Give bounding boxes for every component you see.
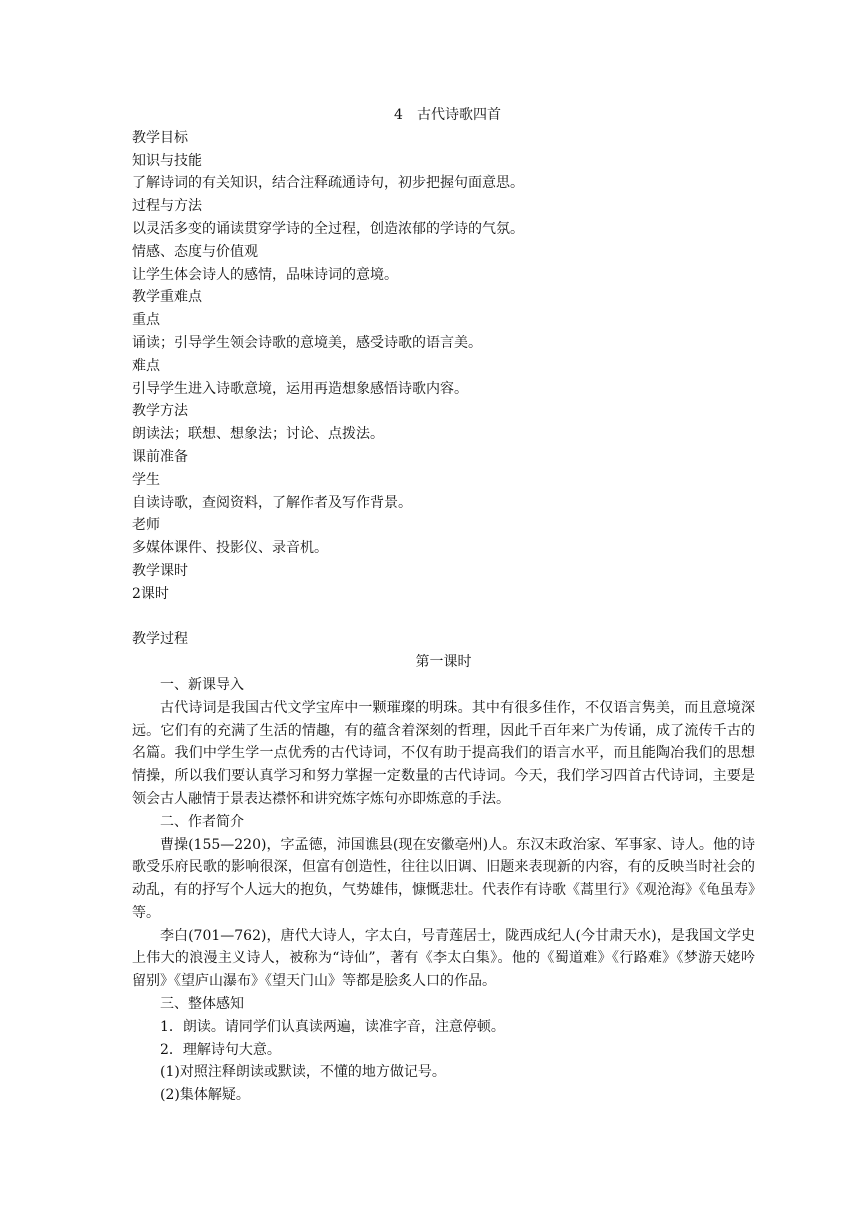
subheading-emotion-attitude: 情感、态度与价值观 xyxy=(132,243,258,260)
list-item: 1．朗读。请同学们认真读两遍，读准字音，注意停顿。 xyxy=(160,1018,505,1035)
text-teaching-method: 朗读法；联想、想象法；讨论、点拨法。 xyxy=(132,426,384,443)
subheading-key-point: 重点 xyxy=(132,312,160,329)
list-item: (2)集体解疑。 xyxy=(160,1087,250,1104)
subheading-teacher: 老师 xyxy=(132,517,160,534)
text-teacher: 多媒体课件、投影仪、录音机。 xyxy=(132,540,328,557)
heading-teaching-goals: 教学目标 xyxy=(132,129,188,146)
section-heading-authors: 二、作者简介 xyxy=(160,813,244,830)
heading-class-hours: 教学课时 xyxy=(132,562,188,579)
subheading-process-method: 过程与方法 xyxy=(132,198,202,215)
section-heading-introduction: 一、新课导入 xyxy=(160,676,244,693)
document-title: 4 古代诗歌四首 xyxy=(394,107,501,123)
list-item: (1)对照注释朗读或默读，不懂的地方做记号。 xyxy=(160,1064,446,1081)
heading-first-lesson: 第一课时 xyxy=(415,654,472,671)
subheading-difficult-point: 难点 xyxy=(132,357,160,374)
subheading-knowledge-skills: 知识与技能 xyxy=(132,152,202,169)
paragraph-li-bai: 李白(701—762)，唐代大诗人，字太白，号青莲居士，陇西成纪人(今甘肃天水)，是我国文学史上伟大的浪漫主义诗人，被称为“诗仙”，著有《李太白集》。他的《蜀道难》《行路难》《梦游天姥吟留别》《望庐山瀑布》《望天门山》等都是脍炙人口的作品。 xyxy=(132,927,755,990)
section-heading-overall-perception: 三、整体感知 xyxy=(160,996,244,1013)
paragraph-introduction: 古代诗词是我国古代文学宝库中一颗璀璨的明珠。其中有很多佳作，不仅语言隽美，而且意境深远。它们有的充满了生活的情趣，有的蕴含着深刻的哲理，因此千百年来广为传诵，成了流传千古的名篇。我们中学生学一点优秀的古代诗词，不仅有助于提高我们的语言水平，而且能陶冶我们的思想情操，所以我们要认真学习和努力掌握一定数量的古代诗词。今天，我们学习四首古代诗词，主要是领会古人融情于景表达襟怀和讲究炼字炼句亦即炼意的手法。 xyxy=(132,699,755,807)
heading-preparation: 课前准备 xyxy=(132,448,188,465)
text-class-hours: 2课时 xyxy=(132,585,169,602)
text-knowledge-skills: 了解诗词的有关知识，结合注释疏通诗句，初步把握句面意思。 xyxy=(132,175,524,192)
text-difficult-point: 引导学生进入诗歌意境，运用再造想象感悟诗歌内容。 xyxy=(132,380,468,397)
text-emotion-attitude: 让学生体会诗人的感情，品味诗词的意境。 xyxy=(132,266,398,283)
text-process-method: 以灵活多变的诵读贯穿学诗的全过程，创造浓郁的学诗的气氛。 xyxy=(132,220,524,237)
text-key-point: 诵读；引导学生领会诗歌的意境美，感受诗歌的语言美。 xyxy=(132,334,482,351)
heading-teaching-process: 教学过程 xyxy=(132,631,188,648)
subheading-students: 学生 xyxy=(132,471,160,488)
heading-teaching-method: 教学方法 xyxy=(132,403,188,420)
paragraph-cao-cao: 曹操(155—220)，字孟德，沛国谯县(现在安徽亳州)人。东汉末政治家、军事家、诗人。他的诗歌受乐府民歌的影响很深，但富有创造性，往往以旧调、旧题来表现新的内容，有的反映当时社会的动乱，有的抒写个人远大的抱负，气势雄伟，慷慨悲壮。代表作有诗歌《蒿里行》《观沧海》《龟虽寿》等。 xyxy=(132,836,755,921)
document-body xyxy=(132,104,755,1107)
list-item: 2．理解诗句大意。 xyxy=(160,1041,281,1058)
blank-line xyxy=(132,606,755,629)
heading-key-difficult-points: 教学重难点 xyxy=(132,289,202,306)
text-students: 自读诗歌，查阅资料，了解作者及写作背景。 xyxy=(132,494,412,511)
